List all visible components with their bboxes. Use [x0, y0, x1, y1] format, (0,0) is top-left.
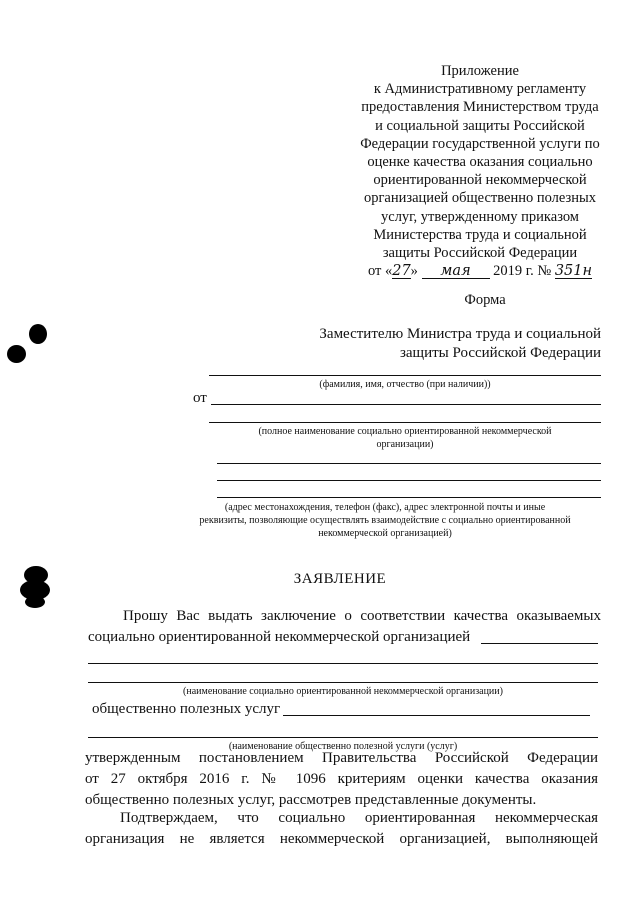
order-date-line — [330, 262, 630, 280]
document-title: ЗАЯВЛЕНИЕ — [293, 571, 387, 587]
addressee — [300, 325, 601, 363]
body-text-line: организация не является некоммерческой организацией, выполняющей — [85, 831, 598, 847]
body-text-line: от 27 октября 2016 г. № 1096 критериям оценки качества оказания — [85, 771, 598, 787]
appendix-line: ориентированной некоммерческой — [373, 172, 587, 189]
appendix-header — [330, 62, 630, 280]
body-text-line: Подтверждаем, что социально ориентированная некоммерческая — [120, 810, 598, 826]
from-label: от — [193, 390, 207, 406]
service-field-line[interactable] — [88, 737, 598, 738]
handwritten-day: 27 — [392, 263, 411, 280]
appendix-line: Министерства труда и социальной — [373, 226, 587, 243]
org-name-caption: (наименование социально ориентированной некоммерческой организации) — [183, 686, 503, 697]
org-caption — [209, 425, 601, 451]
org-caption-line: (полное наименование социально ориентированной некоммерческой — [258, 426, 552, 437]
address-field-line[interactable] — [217, 480, 601, 481]
handwritten-number: 351н — [554, 263, 593, 280]
from-field-line[interactable] — [211, 404, 601, 405]
fio-field-line[interactable] — [209, 375, 601, 376]
appendix-line: оценке качества оказания социально — [367, 154, 593, 171]
address-caption — [150, 501, 620, 540]
org-caption-line: организации) — [376, 439, 434, 450]
order-year: 2019 г. № — [493, 263, 552, 280]
services-label: общественно полезных услуг — [92, 701, 281, 717]
fio-caption: (фамилия, имя, отчество (при наличии)) — [319, 379, 491, 390]
handwritten-month: мая — [422, 264, 490, 279]
appendix-line: организацией общественно полезных — [363, 190, 596, 207]
appendix-line: и социальной защиты Российской — [375, 117, 585, 134]
body-text-line: общественно полезных услуг, рассмотрев представленные документы. — [85, 792, 537, 808]
body-text-line: социально ориентированной некоммерческой организацией — [88, 629, 471, 645]
addressee-line: Заместителю Министра труда и социальной — [319, 326, 601, 342]
service-field-line[interactable] — [283, 715, 590, 716]
body-text-line: утвержденным постановлением Правительства Российской Федерации — [85, 750, 598, 766]
org-field-line[interactable] — [209, 422, 601, 423]
address-caption-line: некоммерческой организацией) — [318, 528, 452, 539]
appendix-line: услуг, утвержденному приказом — [381, 208, 579, 225]
date-prefix: от « — [367, 263, 393, 280]
body-text-line: Прошу Вас выдать заключение о соответствии качества оказываемых — [123, 608, 601, 624]
org-name-field-line[interactable] — [481, 643, 598, 644]
org-name-field-line[interactable] — [88, 663, 598, 664]
service-caption: (наименование общественно полезной услуги (услуг) — [228, 741, 458, 752]
date-mid: » — [410, 263, 418, 280]
punch-hole-mark — [29, 324, 47, 344]
appendix-line: Федерации государственной услуги по — [360, 135, 600, 152]
addressee-line: защиты Российской Федерации — [399, 345, 601, 361]
binding-mark — [25, 596, 45, 608]
org-name-field-line[interactable] — [88, 682, 598, 683]
address-field-line[interactable] — [217, 463, 601, 464]
appendix-line: предоставления Министерством труда — [361, 99, 599, 116]
address-caption-line: реквизиты, позволяющие осуществлять взаимодействие с социально ориентированной — [199, 515, 571, 526]
appendix-line: к Административному регламенту — [373, 81, 587, 98]
form-label: Форма — [464, 292, 506, 308]
appendix-line: защиты Российской Федерации — [382, 245, 578, 262]
address-field-line[interactable] — [217, 497, 601, 498]
appendix-line: Приложение — [441, 63, 519, 79]
address-caption-line: (адрес местонахождения, телефон (факс), адрес электронной почты и иные — [224, 502, 546, 513]
punch-hole-mark — [7, 345, 26, 363]
